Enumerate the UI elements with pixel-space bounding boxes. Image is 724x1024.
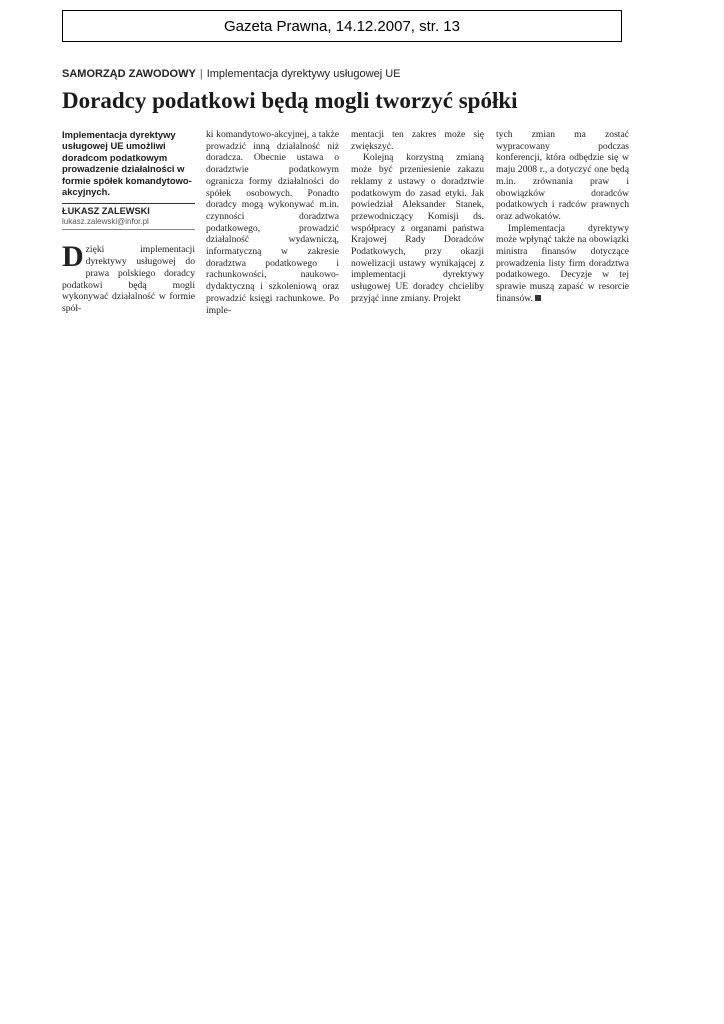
- article-body-start: [62, 240, 195, 314]
- article-text-col1: zięki implementacji dyrektywy usługowej do prawa polskiego doradcy podatkowi będą mogli wykonywać działalność w formie spół-: [62, 244, 195, 314]
- article-text-col3-p1: mentacji ten zakres może się zwiększyć.: [351, 129, 484, 152]
- source-citation-box: [62, 10, 622, 42]
- author-email: lukasz.zalewski@infor.pl: [62, 217, 195, 230]
- section-header: [62, 68, 622, 80]
- article-text-col4-p2-wrap: [496, 223, 629, 305]
- article-text-col4-p2: Implementacja dyrektywy może wpłynąć także na obowiązki ministra finansów dotyczące prowadzenia listy firm doradztwa podatkowego. Decyzje w tej sprawie muszą zapaść w resorcie finansów.: [496, 222, 629, 304]
- section-topic: Implementacja dyrektywy usługowej UE: [206, 68, 401, 80]
- article-column-3: [351, 129, 484, 305]
- article-headline: Doradcy podatkowi będą mogli tworzyć spółki: [62, 88, 518, 113]
- article-column-1: [62, 129, 195, 315]
- article-text-col4-p1: tych zmian ma zostać wypracowany podczas konferencji, która odbędzie się w maju 2008 r., a dotyczyć one będą m.in. zrównania praw i obowiązków doradców podatkowych i radców prawnych oraz adwokatów.: [496, 129, 629, 222]
- drop-cap: D: [62, 240, 84, 274]
- article-text-col3-p2: Kolejną korzystną zmianą może być przeniesienie zakazu reklamy z ustawy o doradztwie podatkowym do zasad etyki. Jak powiedział Aleksander Stanek, przewodniczący Komisji ds. współpracy z organami państwa Krajowej Rady Doradców Podatkowych, przy okazji nowelizacji ustawy wynikającej z implementacji dyrektywy usługowej UE doradcy chcieliby przyjąć inne zmiany. Projekt: [351, 152, 484, 304]
- article-lead: Implementacja dyrektywy usługowej UE umożliwi doradcom podatkowym prowadzenie działalności w formie spółek komandytowo-akcyjnych.: [62, 129, 192, 198]
- section-separator: |: [199, 68, 203, 80]
- article-text-col2: ki komandytowo-akcyjnej, a także prowadzić inną działalność niż doradcza. Obecnie ustawa o doradztwie podatkowym ogranicza formy działalności do spółek osobowych. Ponadto doradcy mogą wykonywać m.in. czynności doradztwa podatkowego, prowadzić działalność wydawniczą, informatyczną w zakresie doradztwa podatkowego i rachunkowości, naukowo-dydaktyczną i szkoleniową oraz prowadzić księgi rachunkowe. Po imple-: [206, 129, 339, 316]
- article-column-4: [496, 129, 629, 305]
- author-divider: [62, 203, 195, 204]
- end-of-article-mark: [535, 295, 541, 301]
- section-name: SAMORZĄD ZAWODOWY: [62, 68, 196, 80]
- article-column-2: [206, 129, 339, 316]
- source-citation: Gazeta Prawna, 14.12.2007, str. 13: [224, 17, 460, 35]
- author-name: ŁUKASZ ZALEWSKI: [62, 206, 150, 217]
